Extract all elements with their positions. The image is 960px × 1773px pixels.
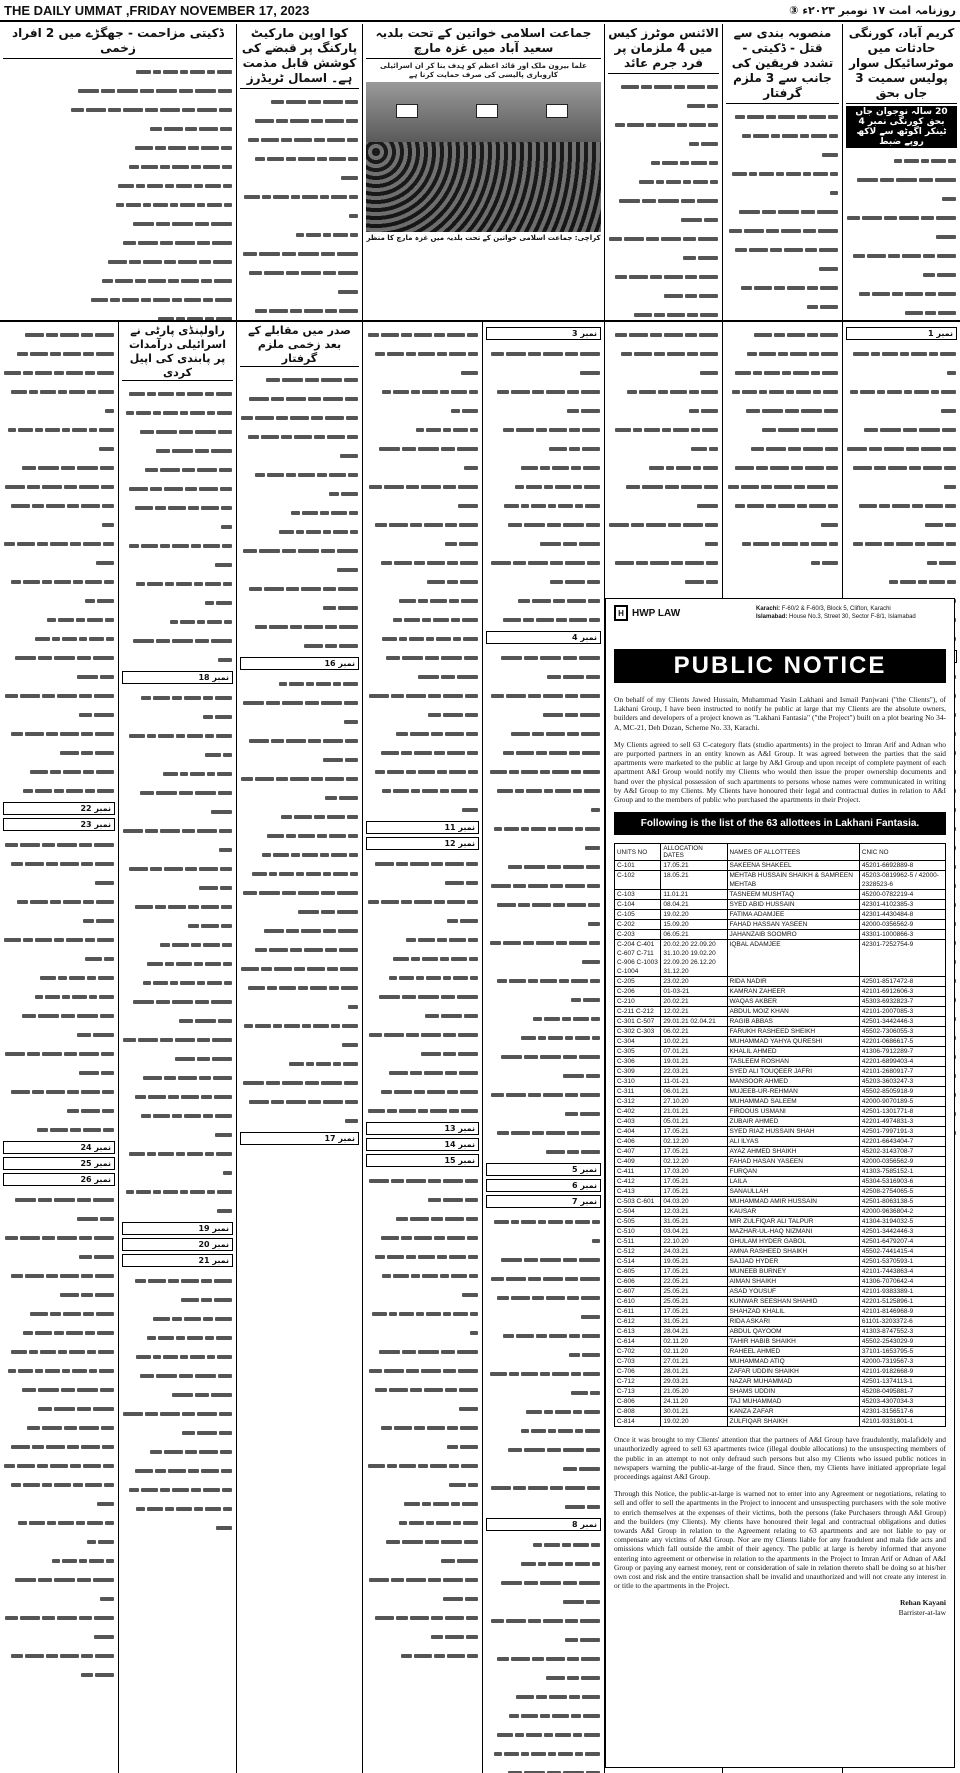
law-firm-logo: H HWP LAW bbox=[614, 605, 680, 621]
top-col-2 bbox=[722, 24, 842, 320]
top-col-3 bbox=[362, 24, 604, 320]
table-row: C-606 22.05.21 AIMAN SHAIKH 41306-7070642-4 bbox=[615, 1277, 946, 1287]
top-col-4 bbox=[236, 24, 362, 320]
table-row: C-503 C-601 04.03.20 MUHAMMAD AMIR HUSSAIN 42501-8063138-5 bbox=[615, 1197, 946, 1207]
text-block bbox=[240, 91, 359, 320]
table-row: C-101 17.05.21 SAKEENA SHAKEEL 45201-6692889-8 bbox=[615, 861, 946, 871]
top-col-1 bbox=[842, 24, 960, 320]
grid-col-6 bbox=[236, 322, 362, 1773]
table-row: C-814 19.02.20 ZULFIQAR SHAIKH 42101-9331801-1 bbox=[615, 1417, 946, 1427]
num-box: نمبر 23 bbox=[3, 818, 115, 831]
table-row: C-204 C-401 C-607 C-711 C-906 C-1003 C-1004 20.02.20 22.09.20 31.10.20 19.02.20 22.09.20 26.12.20 31.12.20 IQBAL ADAMJEE 42301-7252754-9 bbox=[615, 940, 946, 977]
table-row: C-309 22.03.21 SYED ALI TOUQEER JAFRI 42101-2680917-7 bbox=[615, 1067, 946, 1077]
notice-title: PUBLIC NOTICE bbox=[614, 649, 946, 683]
table-row: C-409 02.12.20 FAHAD HASAN YASEEN 42000-0356562-9 bbox=[615, 1157, 946, 1167]
num-box: نمبر 25 bbox=[3, 1157, 115, 1170]
table-row: C-104 08.04.21 SYED ABID HUSSAIN 42301-4102385-3 bbox=[615, 900, 946, 910]
headline: ڈکیتی مزاحمت - جھگڑے میں 2 افراد زخمی bbox=[3, 26, 233, 59]
text-block bbox=[486, 1534, 601, 1773]
table-header-row: UNITS NO ALLOCATION DATES NAMES OF ALLOTTEES CNIC NO bbox=[615, 844, 946, 861]
notice-paragraph: Through this Notice, the public-at-large is warned not to enter into any Agreement or negotiations, relating to sell and offer to sell the apartments in the Project to innocent and unsuspecting purchasers with the sole motive to enrich themselves at the expenses of their victims, both the persons (fake Purchasers through A&I Group) and the builders (my Clients). My clients have honoured their legal and contractual obligations and duties towards A&I Group in relation to the Agreement relating to 63 apartments and are not liable to pay or compensate any victims of A&I Group. Nor are my Clients liable for any fraudulent and mala fide acts and omissions which fall outside the ambit of their agency. The public at large is hereby informed that anyone entering into agreement or otherwise in relation to the apartments in the Project to Imran Arif or Adnan of A&I Group or paying any earnest money, rent or consideration of sale in relation thereto shall be doing so at his/her own cost and risk and the entire transaction shall be invalid and unauthorized and will not create any interest in or title to the apartments in the Project. bbox=[614, 1489, 946, 1591]
table-row: C-413 17.05.21 SANAULLAH 42508-2754065-5 bbox=[615, 1187, 946, 1197]
num-box: نمبر 4 bbox=[486, 631, 601, 644]
allottees-table-body bbox=[615, 861, 946, 1427]
table-row: C-514 19.05.21 SAJJAD HYDER 42501-5370593-1 bbox=[615, 1257, 946, 1267]
table-row: C-806 24.11.20 TAJ MUHAMMAD 45203-4307034-3 bbox=[615, 1397, 946, 1407]
table-row: C-613 28.04.21 ABDUL QAYOOM 41303-8747552-3 bbox=[615, 1327, 946, 1337]
table-row: C-510 03.04.21 MAZHAR-UL-HAQ NIZMANI 42501-3442446-3 bbox=[615, 1227, 946, 1237]
num-box: نمبر 7 bbox=[486, 1195, 601, 1208]
masthead bbox=[0, 0, 960, 22]
num-box: نمبر 24 bbox=[3, 1141, 115, 1154]
headline: منصوبہ بندی سے قتل - ڈکیتی - تشدد فریقین کی جانب سے 3 ملزم گرفتار bbox=[726, 26, 839, 104]
text-block bbox=[240, 673, 359, 1129]
text-block bbox=[486, 647, 601, 1160]
num-box: نمبر 20 bbox=[122, 1238, 233, 1251]
text-block bbox=[608, 76, 719, 320]
grid-col-5 bbox=[362, 322, 482, 1773]
table-row: C-304 10.02.21 MUHAMMAD YAHYA QURESHI 42201-0686617-5 bbox=[615, 1037, 946, 1047]
text-block bbox=[726, 106, 839, 320]
text-block bbox=[3, 324, 115, 799]
num-box: نمبر 1 bbox=[846, 327, 957, 340]
table-row: C-211 C-212 12.02.21 ABDUL MOIZ KHAN 42101-2007085-3 bbox=[615, 1007, 946, 1017]
firm-address: Karachi: F-60/2 & F-60/3, Block 5, Clifton, Karachi Islamabad: House No.3, Street 30, Sector F-8/1, Islamabad bbox=[756, 606, 916, 620]
top-stories bbox=[0, 24, 960, 320]
public-notice bbox=[605, 598, 955, 1768]
table-row: C-412 17.05.21 LAILA 45304-5316903-6 bbox=[615, 1177, 946, 1187]
table-row: C-702 02.11.20 RAHEEL AHMED 37101-1653795-5 bbox=[615, 1347, 946, 1357]
table-row: C-614 02.11.20 TAHIR HABIB SHAIKH 45502-2543029-9 bbox=[615, 1337, 946, 1347]
allottee-list-heading: Following is the list of the 63 allottees in Lakhani Fantasia. bbox=[614, 812, 946, 835]
num-box: نمبر 18 bbox=[122, 671, 233, 684]
text-block bbox=[366, 853, 479, 1119]
text-block bbox=[486, 1211, 601, 1515]
table-row: C-504 12.03.21 KAUSAR 42000-9636804-2 bbox=[615, 1207, 946, 1217]
grid-col-4 bbox=[482, 322, 604, 1773]
table-row: C-611 17.05.21 SHAHZAD KHALIL 42101-8146968-9 bbox=[615, 1307, 946, 1317]
text-block bbox=[3, 1189, 115, 1683]
masthead-english: THE DAILY UMMAT ,FRIDAY NOVEMBER 17, 2023 bbox=[4, 2, 310, 18]
text-block bbox=[366, 324, 479, 818]
num-box: نمبر 5 bbox=[486, 1163, 601, 1176]
headline: راولپنڈی پارٹی نے اسرائیلی درآمدات پر پابندی کی اپیل کردی bbox=[122, 324, 233, 381]
num-box: نمبر 19 bbox=[122, 1222, 233, 1235]
news-photo bbox=[366, 82, 601, 232]
table-row: C-403 05.01.21 ZUBAIR AHMED 42201-4974831-3 bbox=[615, 1117, 946, 1127]
signature-block: Rehan Kayani Barrister-at-law bbox=[898, 1598, 946, 1618]
text-block bbox=[486, 343, 601, 628]
table-row: C-411 17.03.20 FURQAN 41303-7585152-1 bbox=[615, 1167, 946, 1177]
table-row: C-305 07.01.21 KHALIL AHMED 41306-7912289-7 bbox=[615, 1047, 946, 1057]
table-row: C-103 11.01.21 TASNEEM MUSHTAQ 45200-0782219-4 bbox=[615, 890, 946, 900]
headline: الائنس موٹرز کیس میں 4 ملزمان پر فرد جرم عائد bbox=[608, 26, 719, 74]
table-row: C-210 20.02.21 WAQAS AKBER 45303-6932823-7 bbox=[615, 997, 946, 1007]
text-block bbox=[122, 383, 233, 668]
grid-col-8 bbox=[0, 322, 118, 1773]
notice-paragraph: My Clients agreed to sell 63 C-category flats (studio apartments) in the project to Imran Arif and Adnan who are purported partners in an entity known as A&I Group. It was agreed between the parties that the said apartments were marketed to the public at large by A&I Group and upon receipt of complete payment of each apartment A&I Group would notify my Clients who would then issue the proper ownership documents and hand over the physical possession of such apartments to persons whose names were communicated in writing by A&I Group to my Clients. My Clients have honoured their legal and contractual duties in relation to A&I Group and to the members of public who purchased the apartments in their Project. bbox=[614, 739, 946, 805]
table-row: C-312 27.10.20 MUHAMMAD SALEEM 42000-9070189-5 bbox=[615, 1097, 946, 1107]
table-row: C-605 17.05.21 MUNEEB BURNEY 42101-7443863-4 bbox=[615, 1267, 946, 1277]
text-block bbox=[726, 324, 839, 571]
headline: جماعت اسلامی خواتین کے تحت بلدیہ سعید آباد میں غزہ مارچ bbox=[366, 26, 601, 59]
num-box: نمبر 14 bbox=[366, 1138, 479, 1151]
table-row: C-607 25.05.21 ASAD YOUSUF 42101-9383389-1 bbox=[615, 1287, 946, 1297]
table-row: C-102 18.05.21 MEHTAB HUSSAIN SHAIKH & SAMREEN MEHTAB 45203-0819962-5 / 42000-2328523-6 bbox=[615, 871, 946, 890]
text-block bbox=[846, 150, 957, 320]
notice-paragraph: On behalf of my Clients Jawed Hussain, Muhammad Yasin Lakhani and Ismail Panjwani ("the Clients"), of Lakhani Group, I have been instructed to notify he public at large that my Clients are the absolute owners, builders and developers of a project known as "Lakhani Fantasia" ("the Project") built on a plot bearing No 34-A, MC-21, Deh Dozan, Scheme No. 33, Karachi. bbox=[614, 695, 946, 732]
headline: کریم آباد، کورنگی حادثات میں موٹرسائیکل سوار پولیس سمیت 3 جاں بحق bbox=[846, 26, 957, 104]
table-row: C-808 30.01.21 KANZA ZAFAR 42301-3156517-6 bbox=[615, 1407, 946, 1417]
allottees-table bbox=[614, 843, 946, 1427]
table-row: C-105 19.02.20 FATIMA ADAMJEE 42301-4430484-8 bbox=[615, 910, 946, 920]
grid-col-7 bbox=[118, 322, 236, 1773]
top-col-6 bbox=[604, 24, 722, 320]
notice-paragraph: Once it was brought to my Clients' attention that the partners of A&I Group have fraudulently, malafidely and unauthorizedly agreed to sell 63 apartments twice (illegal double allocations) to the unsuspecting members of the public in an attempt to not only defraud such persons but also my Clients who issued public notices in newspapers warning the public-at-large of the fraud. Since then, my Clients have initiated appropriate legal proceedings against A&I Group. bbox=[614, 1435, 946, 1482]
table-row: C-206 01-03-21 KAMRAN ZAHEER 42101-6912606-3 bbox=[615, 987, 946, 997]
num-box: نمبر 17 bbox=[240, 1132, 359, 1145]
num-box: نمبر 12 bbox=[366, 837, 479, 850]
table-row: C-203 06.05.21 JAHANZAIB SOOMRO 43301-1000866-3 bbox=[615, 930, 946, 940]
headline: کوا اوپن مارکیٹ پارکنگ پر قبضے کی کوشش قابل مذمت ہے۔ اسمال ٹریڈرز bbox=[240, 26, 359, 89]
num-box: نمبر 26 bbox=[3, 1173, 115, 1186]
num-box: نمبر 6 bbox=[486, 1179, 601, 1192]
text-block bbox=[122, 687, 233, 1219]
num-box: نمبر 16 bbox=[240, 657, 359, 670]
table-row: C-404 17.05.21 SYED RIAZ HUSSAIN SHAH 42501-7997191-3 bbox=[615, 1127, 946, 1137]
text-block bbox=[366, 1170, 479, 1664]
logo-mark-icon: H bbox=[614, 605, 628, 621]
photo-caption: کراچی: جماعت اسلامی خواتین کے تحت بلدیہ میں غزہ مارچ کا منظر bbox=[366, 233, 601, 242]
masthead-urdu: روزنامہ امت ۱۷ نومبر ۲۰۲۳ء ③ bbox=[789, 3, 956, 17]
table-row: C-713 21.05.20 SHAMS UDDIN 45208-0495881-7 bbox=[615, 1387, 946, 1397]
table-row: C-311 06.01.21 MUJEEB-UR-REHMAN 45502-8505918-9 bbox=[615, 1087, 946, 1097]
text-block bbox=[3, 61, 233, 320]
num-box: نمبر 11 bbox=[366, 821, 479, 834]
num-box: نمبر 8 bbox=[486, 1518, 601, 1531]
num-box: نمبر 13 bbox=[366, 1122, 479, 1135]
subheadline: علما بیرون ملک اور قائد اعظم کو ہدف بنا کر ان اسرائیلی کاروباری پالیسی کی صرف حمایت کرنا ہے bbox=[380, 61, 587, 80]
headline: صدر میں مقابلے کے بعد زخمی ملزم گرفتار bbox=[240, 324, 359, 367]
table-row: C-505 31.05.21 MIR ZULFIQAR ALI TALPUR 41304-3194032-5 bbox=[615, 1217, 946, 1227]
table-row: C-703 27.01.21 MUHAMMAD ATIQ 42000-7319567-3 bbox=[615, 1357, 946, 1367]
table-row: C-302 C-303 06.02.21 FARUKH RASHEED SHEIKH 45502-7306055-3 bbox=[615, 1027, 946, 1037]
table-row: C-612 31.05.21 RIDA ASKARI 61101-3203372-6 bbox=[615, 1317, 946, 1327]
table-row: C-310 11-01-21 MANSOOR AHMED 45203-3603247-3 bbox=[615, 1077, 946, 1087]
num-box: نمبر 21 bbox=[122, 1254, 233, 1267]
table-row: C-610 25.05.21 KUNWAR SEESHAN SHAHID 42201-5125896-1 bbox=[615, 1297, 946, 1307]
table-row: C-511 22.10.20 GHULAM HYDER GABOL 42501-6479207-4 bbox=[615, 1237, 946, 1247]
table-row: C-402 21.01.21 FIRDOUS USMANI 42501-1301771-8 bbox=[615, 1107, 946, 1117]
table-row: C-706 28.01.21 ZAFAR UDDIN SHAIKH 42101-9182668-9 bbox=[615, 1367, 946, 1377]
table-row: C-306 19.01.21 TASLEEM ROSHAN 42201-6899403-4 bbox=[615, 1057, 946, 1067]
text-block bbox=[3, 834, 115, 1138]
text-block bbox=[240, 369, 359, 654]
num-box: نمبر 3 bbox=[486, 327, 601, 340]
subhead: 20 سالہ نوجوان جاں بحق کورنگی نمبر 4 ٹینکر اگوٹھ سے لاکھ روپے ضبط bbox=[846, 106, 957, 148]
table-row: C-301 C-507 29.01.21 02.04.21 RAGIB ABBAS 42501-3442446-3 bbox=[615, 1017, 946, 1027]
text-block bbox=[122, 1270, 233, 1536]
table-row: C-406 02.12.20 ALI ILYAS 42201-6643404-7 bbox=[615, 1137, 946, 1147]
table-row: C-712 29.03.21 NAZAR MUHAMMAD 42501-1374113-1 bbox=[615, 1377, 946, 1387]
table-row: C-202 15.09.20 FAHAD HASSAN YASEEN 42000-0356562-9 bbox=[615, 920, 946, 930]
top-col-5 bbox=[0, 24, 236, 320]
table-row: C-512 24.03.21 AMNA RASHEED SHAIKH 45502-7441415-4 bbox=[615, 1247, 946, 1257]
table-row: C-407 17.05.21 AYAZ AHMED SHAIKH 45202-3143708-7 bbox=[615, 1147, 946, 1157]
table-row: C-205 23.02.20 RIDA NADIR 42501-8517472-8 bbox=[615, 977, 946, 987]
num-box: نمبر 15 bbox=[366, 1154, 479, 1167]
num-box: نمبر 22 bbox=[3, 802, 115, 815]
